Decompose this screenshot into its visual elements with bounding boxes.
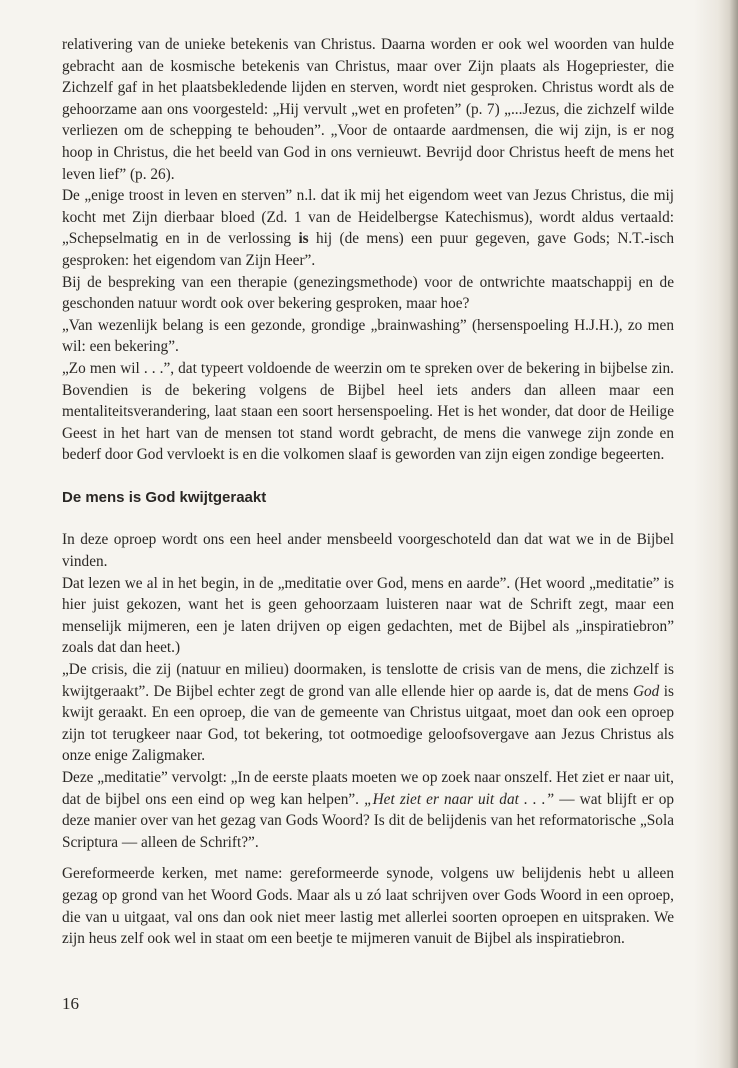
bold-word: is <box>298 230 309 248</box>
paragraph: Bij de bespreking van een therapie (genezingsmethode) voor de ontwrichte maatschappij en de geschonden natuur wordt ook over bekering gesproken, maar hoe? <box>62 273 674 313</box>
paragraph: „Zo men wil . . .”, dat typeert voldoende de weerzin om te spreken over de bekering in bijbelse zin. Bovendien is de bekering volgens de Bijbel heel iets anders dan alleen maar een mentaliteitsverandering, laat staan een soort hersenspoeling. Het is het wonder, dat door de Heilige Geest in het hart van de mensen tot stand wordt gebracht, de mens die vanwege zijn zonde en bederf door God vervloekt is en die volkomen slaaf is geworden van zijn eigen zondige begeerten. <box>62 359 674 464</box>
paragraph: Dat lezen we al in het begin, in de „meditatie over God, mens en aarde”. (Het woord „meditatie” is hier juist gekozen, want het is geen gehoorzaam luisteren naar wat de Schrift zegt, maar een menselijk mijmeren, een je laten drijven op eigen gedachten, met de Bijbel als „inspiratiebron” zoals dat dan heet.) <box>62 574 674 657</box>
page-text <box>62 34 674 950</box>
page-number: 16 <box>62 994 79 1013</box>
section-heading: De mens is God kwijtgeraakt <box>62 488 267 506</box>
paragraph: In deze oproep wordt ons een heel ander mensbeeld voorgeschoteld dan dat wat we in de Bijbel vinden. <box>62 531 674 571</box>
paragraph: Deze „meditatie” vervolgt: „In de eerste plaats moeten we op zoek naar onszelf. Het ziet er naar uit, dat de bijbel ons een eind op weg kan helpen”. „Het ziet er naar uit dat . . .” — wat blijft er op deze manier over van het gezag van Gods Woord? Is dit de belijdenis van het reformatorische „Sola Scriptura — alleen de Schrift?”. <box>62 769 675 851</box>
paragraph: „Van wezenlijk belang is een gezonde, grondige „brainwashing” (hersenspoeling H.J.H.), zo men wil: een bekering”. <box>62 316 674 356</box>
italic-word: God <box>632 682 660 700</box>
paragraph: relativering van de unieke betekenis van Christus. Daarna worden er ook wel woorden van hulde gebracht aan de kosmische betekenis van Christus, maar over Zijn plaats als Hogepriester, die Zichzelf gaf in het plaatsbekledende lijden en sterven, wordt niet gesproken. Christus wordt als de gehoorzame aan ons voorgesteld: „Hij vervult „wet en profeten” (p. 7) „...Jezus, die zichzelf wilde verliezen om de schepping te behouden”. „Voor de ontaarde aardmensen, die wij zijn, is er nog hoop in Christus, die het beeld van God in ons vernieuwt. Bevrijd door Christus heeft de mens het leven lief” (p. 26). <box>62 36 674 183</box>
paragraph: Gereformeerde kerken, met name: gereformeerde synode, volgens uw belijdenis hebt u alleen gezag op grond van het Woord Gods. Maar als u zó laat schrijven over Gods Woord in een oproep, die van u uitgaat, val ons dan ook niet meer lastig met allerlei soorten oproepen en uitspraken. We zijn heus zelf ook wel in staat om een beetje te mijmeren vanuit de Bijbel als inspiratiebron. <box>62 865 674 948</box>
paragraph: „De crisis, die zij (natuur en milieu) doormaken, is tenslotte de crisis van de mens, die zichzelf is kwijtgeraakt”. De Bijbel echter zegt de grond van alle ellende hier op aarde is, dat de mens God is kwijt geraakt. En een oproep, die van de gemeente van Christus uitgaat, moet dan ook een oproep zijn tot terugkeer naar God, tot bekering, tot ootmoedige geloofsovergave aan Jezus Christus als onze enige Zaligmaker. <box>62 661 675 765</box>
italic-quote: „Het ziet er naar uit dat . . .” <box>364 790 555 808</box>
paragraph: De „enige troost in leven en sterven” n.l. dat ik mij het eigendom weet van Jezus Christus, die mij kocht met Zijn dierbaar bloed (Zd. 1 van de Heidelbergse Katechismus), wordt aldus vertaald: „Schepselmatig en in de verlossing is hij (de mens) een puur gegeven, gave Gods; N.T.-isch gesproken: het eigendom van Zijn Heer”. <box>62 187 674 269</box>
page-edge-shadow <box>694 0 738 1068</box>
